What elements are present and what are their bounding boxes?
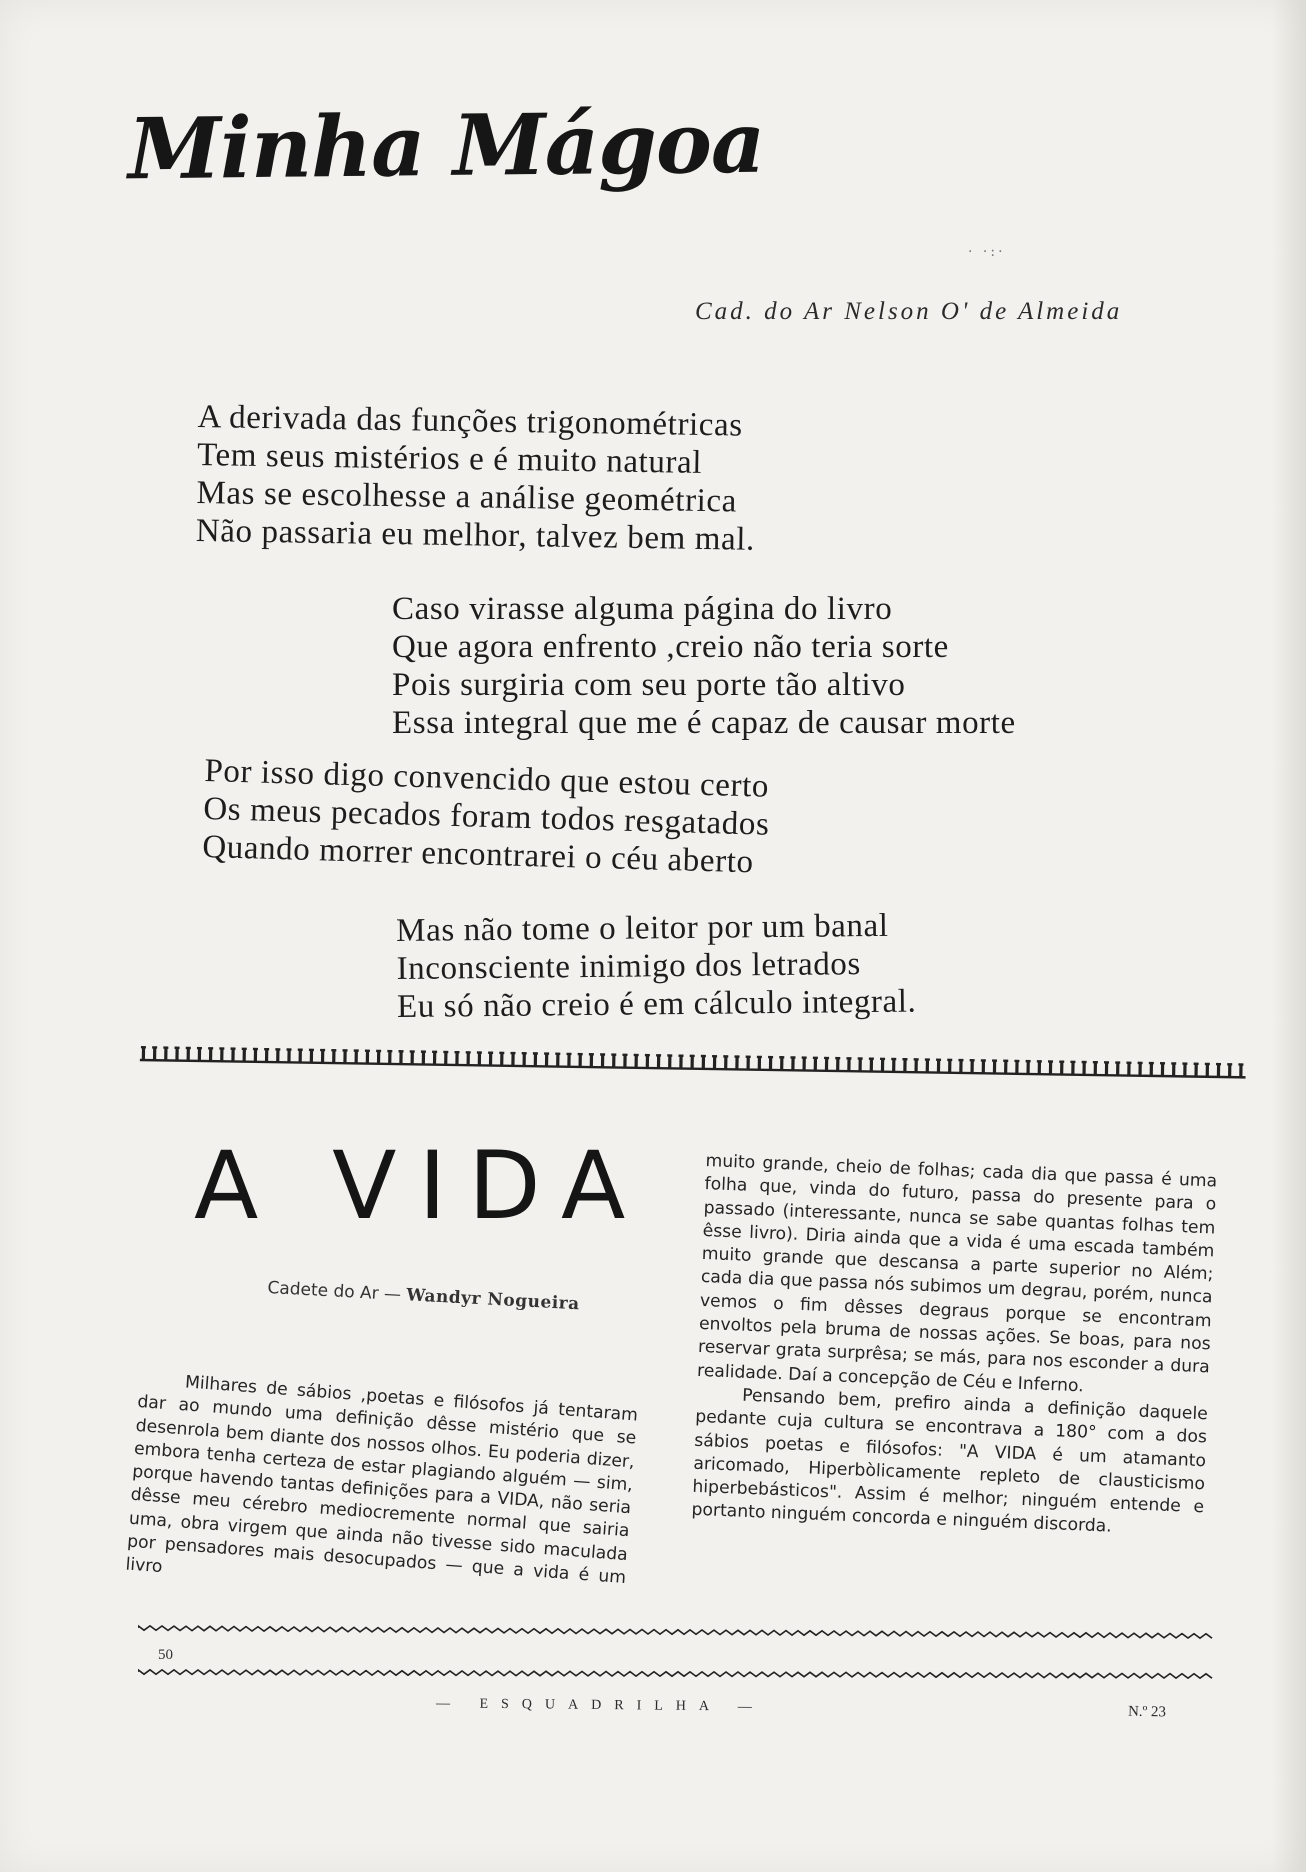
- decorative-divider: [140, 1044, 1246, 1083]
- decorative-wave-border: [138, 1620, 1214, 1680]
- poem-line: Os meus pecados foram todos resgatados: [202, 790, 770, 843]
- poem-line: Essa integral que me é capaz de causar morte: [392, 705, 1016, 741]
- poem-line: Mas se escolhesse a análise geométrica: [196, 474, 738, 520]
- poem-author: Cad. do Ar Nelson O' de Almeida: [695, 298, 1123, 325]
- poem-line: Não passaria eu melhor, talvez bem mal.: [195, 512, 756, 558]
- page-number: 50: [158, 1647, 173, 1663]
- paragraph: Pensando bem, prefiro ainda a definição daquele pedante cuja cultura se encontrava a 180° com a dos sábios poetas e filósofos: "A VIDA é um atamanto aricomado, Hiperbòlicamente repleto de clausticismo hiperbebásticos". Assim é melhor; ninguém entende e portanto ninguém concorda e ninguém discorda.: [691, 1385, 1209, 1538]
- article-column-left: [125, 1368, 639, 1614]
- article-byline: [267, 1278, 580, 1314]
- poem-line: Que agora enfrento ,creio não teria sorte: [392, 629, 949, 665]
- paragraph: Milhares de sábios ,poetas e filósofos já tentaram dar ao mundo uma definição dêsse mistério que se desenrola bem diante dos nossos olhos. Eu poderia dizer, embora tenha certeza de estar plagiando alguém — sim, porque havendo tantas definições para a VIDA, não seria dêsse meu cérebro mediocremente normal que sairia uma, obra virgem que ainda não tivesse sido maculada por pensadores mais desocupados — que a vida é um livro: [124, 1372, 639, 1589]
- scan-shadow: [1272, 0, 1306, 1872]
- author-prefix: Cadete do Ar —: [266, 1278, 402, 1305]
- poem-line: Por isso digo convencido que estou certo: [203, 752, 770, 805]
- poem-line: Tem seus mistérios e é muito natural: [196, 436, 703, 481]
- issue-number: N.º 23: [1127, 1703, 1167, 1721]
- article-column-right: [691, 1150, 1218, 1543]
- author-name: Wandyr Nogueira: [405, 1285, 581, 1315]
- poem-line: Pois surgiria com seu porte tão altivo: [392, 667, 906, 703]
- poem-line: Inconsciente inimigo dos letrados: [396, 946, 862, 987]
- poem-title: Minha Mágoa: [127, 92, 765, 199]
- poem-line: Quando morrer encontrarei o céu aberto: [201, 828, 755, 881]
- poem-stanza-2: [392, 590, 1016, 742]
- scan-specks: · ·:·: [968, 244, 1006, 260]
- poem-stanza-1: [196, 398, 757, 559]
- magazine-name: — ESQUADRILHA —: [435, 1696, 765, 1715]
- poem-line: Eu só não creio é em cálculo integral.: [396, 983, 917, 1025]
- poem-stanza-4: [396, 907, 917, 1026]
- paragraph: muito grande, cheio de folhas; cada dia que passa é uma folha que, vinda do futuro, passa do presente para o passado (interessante, nunca se sabe quantas folhas tem êsse livro). Diria ainda que a vida é uma escada também muito grande que descansa a parte superior no Além; cada dia que passa nós subimos um degrau, porém, nunca vemos o fim dêsses degraus porque se encontram envoltos pela bruma de nossas ações. Se boas, para nos reservar grata surprêsa; se más, para nos esconder a dura realidade. Daí a concepção de Céu e Inferno.: [696, 1150, 1218, 1397]
- poem-line: A derivada das funções trigonométricas: [197, 398, 744, 444]
- poem-line: Mas não tome o leitor por um banal: [396, 907, 889, 949]
- poem-stanza-3: [202, 752, 771, 882]
- article-title: A VIDA: [194, 1132, 648, 1241]
- poem-line: Caso virasse alguma página do livro: [392, 591, 893, 627]
